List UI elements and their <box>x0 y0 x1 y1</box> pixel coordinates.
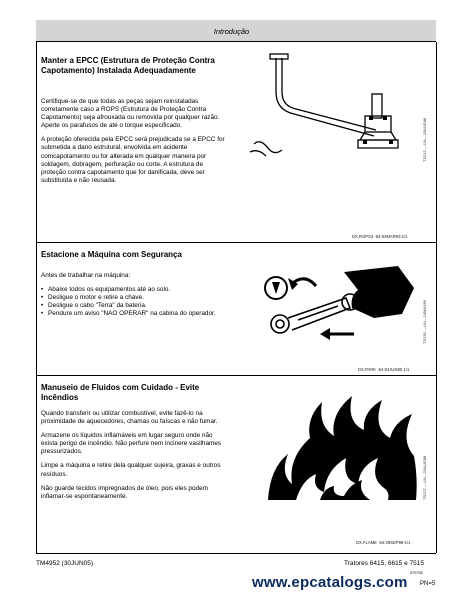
footer-page-number: PN=5 <box>420 581 436 587</box>
section-park-intro: Antes de trabalhar na máquina: <box>41 272 131 279</box>
section-rops-ref-code: DX,ROPS3 -54-03MAR93-1/1 <box>352 234 408 239</box>
section-rops-figure-code: TS212 —UN—23AUG88 <box>422 117 427 162</box>
right-border <box>436 42 437 553</box>
footer-manual-code: TM4952 (30JUN05) <box>36 560 94 567</box>
section-fluids-paragraph: Armazene os líquidos inflamáveis em lugar seguro onde não exista perigo de incêndio. Não perfure nem incinere vasilhames pressurizados. <box>41 432 222 456</box>
watermark-link[interactable]: www.epcatalogs.com <box>252 574 408 591</box>
section-fluids-body <box>41 410 226 507</box>
section-rops-paragraph: A proteção oferecida pela EPCC será prejudicada se a EPCC for submetida a dano estrutural, envolvida em acidente comcapotamento ou for alterada em qualquer maneira por soldagem, dobragem, perfuração ou corte. A estrutura de proteção contra capotamento que for danificada, deve ser substituída e não reusada. <box>41 136 225 184</box>
section-fluids-paragraph: Quando transferir ou utilizar combustível, evite fazê-lo na proximidade de aquecedores, chamas ou faíscas e não fumar. <box>41 410 218 426</box>
section-fluids-paragraph: Não guarde tecidos impregnados de óleo, pois eles podem inflamar-se espontaneamente. <box>41 484 208 500</box>
section-fluids-ref-code: DX,FLAME -54-29SEP98-1/1 <box>356 540 411 545</box>
rops-structure-icon <box>246 52 422 172</box>
section-fluids-figure-code: TS227 —UN—23AUG88 <box>422 455 427 500</box>
header-divider <box>36 41 436 42</box>
list-item: • Desligue o cabo "Terra" da bateria. <box>41 302 226 310</box>
section-park-figure-code: TS230 —UN—24MAY89 <box>422 300 427 344</box>
section-fluids-paragraph: Limpe a máquina e retire dela qualquer sujeira, graxas e outros resíduos. <box>41 462 221 478</box>
left-border <box>36 42 37 553</box>
section-rops-paragraph: Certifique-se de que todas as peças sejam reinstaladas corretamente caso a ROPS (Estrutura de Proteção Contra Capotamento) seja afrouxada ou removida por qualquer razão. Aperte os parafusos de até o torque especificado. <box>41 98 220 130</box>
flame-icon <box>266 388 422 502</box>
section-fluids-title: Manuseio de Fluidos com Cuidado - Evite Incêndios <box>41 383 200 402</box>
section-rops-title: Manter a EPCC (Estrutura de Proteção Contra Capotamento) Instalada Adequadamente <box>41 56 215 75</box>
section-park-ref-code: DX,PARK -54-04JUN90-1/1 <box>358 367 410 372</box>
section-park-body <box>41 272 226 318</box>
section-rops-body <box>41 98 226 191</box>
list-item: • Desligue o motor e retire a chave. <box>41 294 226 302</box>
list-item: • Abaixe todos os equipamentos até ao solo. <box>41 286 226 294</box>
footer-model-title: Tratores 6415, 6615 e 7515 <box>344 560 424 567</box>
section-park-title: Estacione a Máquina com Segurança <box>41 250 182 259</box>
page-header-title: Introdução <box>213 27 250 36</box>
section-divider <box>36 375 436 376</box>
footer-date-code: 070705 <box>410 571 423 575</box>
section-divider <box>36 242 436 243</box>
section-park-bullets <box>41 286 226 318</box>
park-safely-icon <box>254 262 426 356</box>
bottom-divider <box>36 553 436 554</box>
list-item: • Pendure um aviso "NAO OPERAR" na cabina do operador. <box>41 310 226 318</box>
